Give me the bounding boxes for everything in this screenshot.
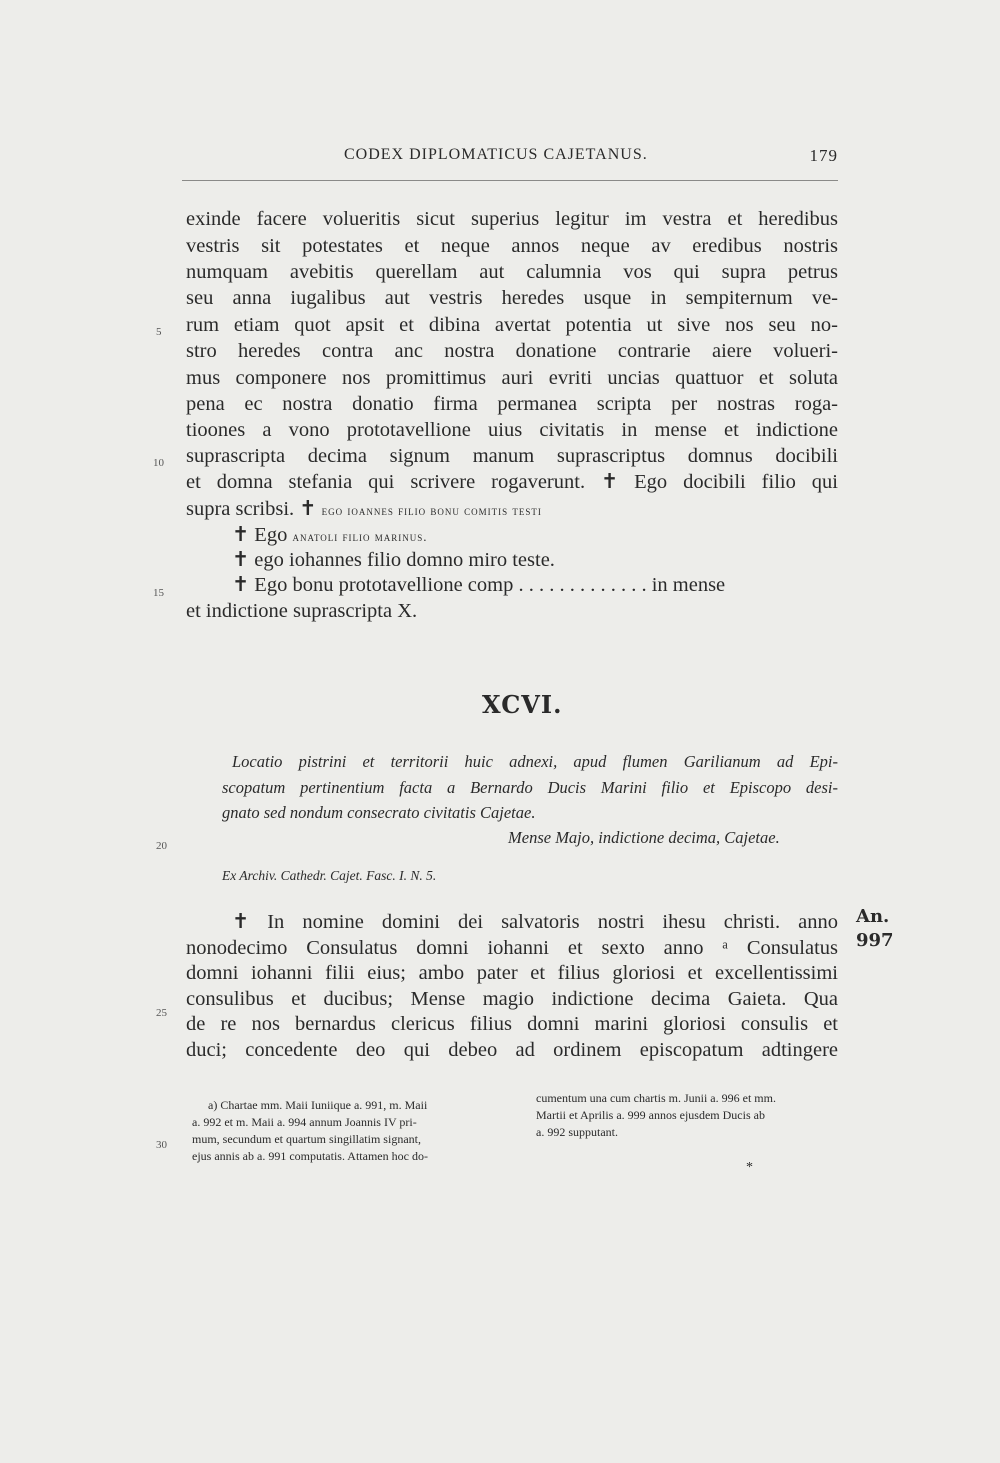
signature-mark: * bbox=[746, 1160, 753, 1175]
line-number: 5 bbox=[156, 326, 162, 338]
signature-smallcaps: anatoli filio marinus. bbox=[292, 529, 428, 544]
summary-line: scopatum pertinentium facta a Bernardo Ducis Marini filio et Episcopo desi- bbox=[222, 778, 838, 797]
line-number: 25 bbox=[156, 1007, 167, 1019]
footnote-line: Martii et Aprilis a. 999 annos ejusdem Ducis ab bbox=[536, 1108, 765, 1122]
text-line: vestris sit potestates et neque annos neque av eredibus nostris bbox=[186, 235, 838, 257]
charter-line: consulibus et ducibus; Mense magio indictione decima Gaieta. Qua bbox=[186, 988, 838, 1010]
charter-line: domni iohanni filii eius; ambo pater et filius gloriosi et excellentissimi bbox=[186, 962, 838, 984]
charter-line: duci; concedente deo qui debeo ad ordinem episcopatum adtingere bbox=[186, 1039, 838, 1061]
page-number: 179 bbox=[809, 146, 838, 165]
document-date: Mense Majo, indictione decima, Cajetae. bbox=[508, 828, 780, 847]
signature-line: et indictione suprascripta X. bbox=[186, 600, 418, 622]
footnote-line: a) Chartae mm. Maii Iuniique a. 991, m. Maii bbox=[208, 1098, 428, 1112]
margin-year: 997 bbox=[856, 930, 894, 951]
text-line: mus componere nos promittimus auri evriti uncias quattuor et soluta bbox=[186, 367, 838, 389]
text-line: tioones a vono prototavellione uius civitatis in mense et indictione bbox=[186, 419, 838, 441]
header-rule bbox=[182, 180, 838, 181]
text-line: et domna stefania qui scrivere rogaverunt. ✝ Ego docibili filio qui bbox=[186, 471, 838, 493]
signature-text: supra scribsi. ✝ bbox=[186, 498, 317, 520]
footnote-line: a. 992 et m. Maii a. 994 annum Joannis IV pri- bbox=[192, 1115, 417, 1129]
text-line: rum etiam quot apsit et dibina avertat potentia ut sive nos seu no- bbox=[186, 314, 838, 336]
text-line: stro heredes contra anc nostra donatione contrarie aiere volueri- bbox=[186, 340, 838, 362]
margin-annus-label: An. bbox=[856, 906, 890, 927]
footnote-line: cumentum una cum chartis m. Junii a. 996 et mm. bbox=[536, 1091, 776, 1105]
footnote-line: mum, secundum et quartum singillatim signant, bbox=[192, 1132, 421, 1146]
signature-line: ✝ ego iohannes filio domno miro teste. bbox=[232, 549, 555, 571]
signature-line bbox=[232, 522, 884, 550]
footnote-line: ejus annis ab a. 991 computatis. Attamen hoc do- bbox=[192, 1149, 428, 1163]
section-number: XCVI. bbox=[482, 690, 563, 719]
footnote-line: a. 992 supputant. bbox=[536, 1125, 618, 1139]
line-number: 20 bbox=[156, 840, 167, 852]
text-line: exinde facere volueritis sicut superius legitur im vestra et heredibus bbox=[186, 208, 838, 230]
text-line: numquam avebitis querellam aut calumnia vos qui supra petrus bbox=[186, 261, 838, 283]
signature-text: ✝ Ego bbox=[232, 524, 288, 546]
summary-line: Locatio pistrini et territorii huic adnexi, apud flumen Garilianum ad Epi- bbox=[232, 752, 838, 771]
charter-line: ✝ In nomine domini dei salvatoris nostri ihesu christi. anno bbox=[232, 911, 838, 933]
source-reference: Ex Archiv. Cathedr. Cajet. Fasc. I. N. 5. bbox=[222, 868, 437, 883]
text-line: pena ec nostra donatio firma permanea scripta per nostras roga- bbox=[186, 393, 838, 415]
signature-line bbox=[186, 496, 838, 524]
line-number: 30 bbox=[156, 1139, 167, 1151]
summary-line: gnato sed nondum consecrato civitatis Cajetae. bbox=[222, 803, 536, 822]
running-title: CODEX DIPLOMATICUS CAJETANUS. bbox=[344, 146, 648, 163]
charter-line: de re nos bernardus clericus filius domni marini gloriosi consulis et bbox=[186, 1013, 838, 1035]
line-number: 15 bbox=[153, 587, 164, 599]
line-number: 10 bbox=[153, 457, 164, 469]
text-line: suprascripta decima signum manum suprascriptus domnus docibili bbox=[186, 445, 838, 467]
running-header bbox=[182, 146, 838, 176]
signature-line: ✝ Ego bonu prototavellione comp . . . . . . . . . . . . . in mense bbox=[232, 574, 726, 596]
signature-smallcaps: ego ioannes filio bonu comitis testi bbox=[321, 503, 542, 518]
text-line: seu anna iugalibus aut vestris heredes usque in sempiternum ve- bbox=[186, 287, 838, 309]
charter-line: nonodecimo Consulatus domni iohanni et sexto anno ᵃ Consulatus bbox=[186, 937, 838, 959]
